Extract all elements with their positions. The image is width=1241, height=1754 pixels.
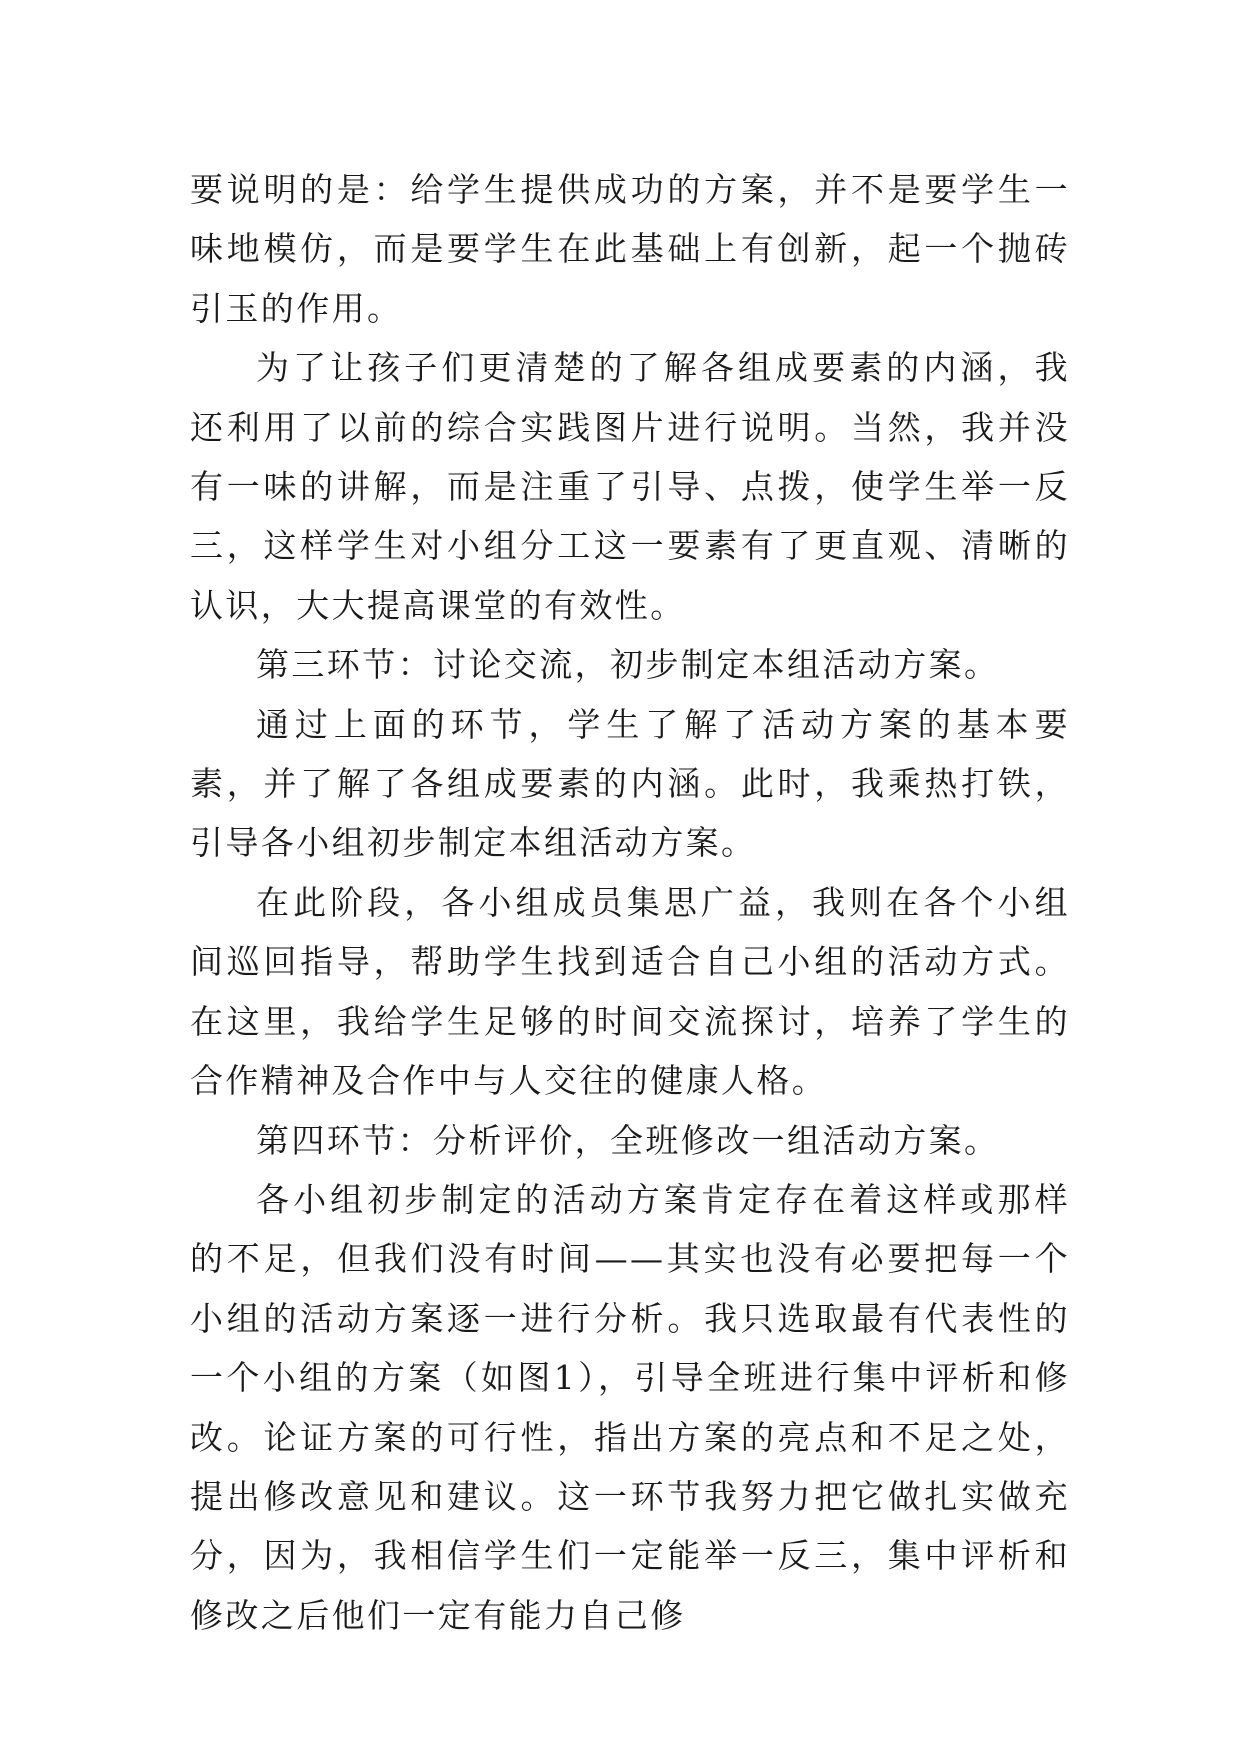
section-heading-step-three: 第三环节：讨论交流，初步制定本组活动方案。 xyxy=(256,645,1000,685)
body-text xyxy=(190,160,1070,1645)
section-heading-step-four: 第四环节：分析评价，全班修改一组活动方案。 xyxy=(256,1120,1000,1160)
paragraph-step-four-detail: 各小组初步制定的活动方案肯定存在着这样或那样的不足，但我们没有时间——其实也没有必要把每一个小组的活动方案逐一进行分析。我只选取最有代表性的一个小组的方案（如图1），引导全班进行集中评析和修改。论证方案的可行性，指出方案的亮点和不足之处，提出修改意见和建议。这一环节我努力把它做扎实做充分，因为，我相信学生们一定能举一反三，集中评析和修改之后他们一定有能力自己修 xyxy=(190,1179,1070,1635)
paragraph-illustration-explanation: 为了让孩子们更清楚的了解各组成要素的内涵，我还利用了以前的综合实践图片进行说明。当然，我并没有一味的讲解，而是注重了引导、点拨，使学生举一反三，这样学生对小组分工这一要素有了更直观、清晰的认识，大大提高课堂的有效性。 xyxy=(190,348,1070,625)
paragraph-continued-note: 要说明的是：给学生提供成功的方案，并不是要学生一味地模仿，而是要学生在此基础上有创新，起一个抛砖引玉的作用。 xyxy=(190,170,1070,328)
paragraph-step-three-detail: 在此阶段，各小组成员集思广益，我则在各个小组间巡回指导，帮助学生找到适合自己小组的活动方式。在这里，我给学生足够的时间交流探讨，培养了学生的合作精神及合作中与人交往的健康人格。 xyxy=(190,882,1070,1101)
paragraph-step-three-intro: 通过上面的环节，学生了解了活动方案的基本要素，并了解了各组成要素的内涵。此时，我乘热打铁，引导各小组初步制定本组活动方案。 xyxy=(190,704,1070,863)
